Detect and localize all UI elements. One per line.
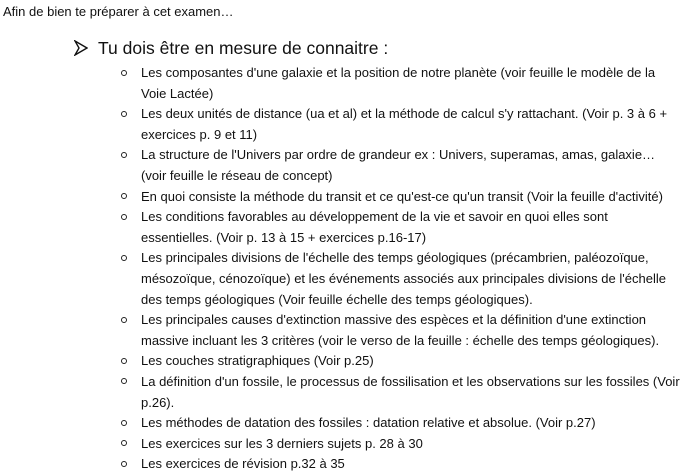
- circle-bullet-icon: [121, 214, 127, 220]
- list-item: [121, 413, 681, 434]
- list-item-text: Les exercices de révision p.32 à 35: [141, 456, 345, 472]
- list-item-text: La définition d'un fossile, le processus de fossilisation et les observations sur les fossiles (Voir p.26).: [141, 373, 680, 410]
- list-item: [121, 145, 681, 186]
- list-item: [121, 248, 681, 310]
- intro-text: Afin de bien te préparer à cet examen…: [3, 4, 234, 19]
- circle-bullet-icon: [121, 111, 127, 117]
- circle-bullet-icon: [121, 193, 127, 199]
- topics-list: [121, 63, 681, 475]
- list-item: [121, 63, 681, 104]
- list-item-text: Les principales causes d'extinction massive des espèces et la définition d'une extinction massive incluant les 3 critères (voir le verso de la feuille : échelle des temps géologiques).: [141, 312, 660, 348]
- list-item-text: Les principales divisions de l'échelle des temps géologiques (précambrien, paléozoïque, mésozoïque, cénozoïque) et les événements associés aux principales divisions de l'échelle des temps géologiques (Voir feuille échelle des temps géologiques).: [141, 250, 666, 307]
- circle-bullet-icon: [121, 420, 127, 426]
- list-item: [121, 207, 681, 248]
- list-item-text: Les conditions favorables au développement de la vie et savoir en quoi elles sont essentielles. (Voir p. 13 à 15 + exercices p.16-17): [141, 209, 608, 245]
- circle-bullet-icon: [121, 378, 127, 384]
- list-item-text: La structure de l'Univers par ordre de grandeur ex : Univers, superamas, amas, galaxie… (voir feuille le réseau de concept): [141, 147, 656, 183]
- circle-bullet-icon: [121, 255, 127, 261]
- circle-bullet-icon: [121, 317, 127, 323]
- circle-bullet-icon: [121, 358, 127, 364]
- list-item: [121, 372, 681, 413]
- circle-bullet-icon: [121, 440, 127, 446]
- heading-row: [74, 37, 388, 59]
- list-item: [121, 104, 681, 145]
- list-item: [121, 351, 681, 372]
- circle-bullet-icon: [121, 70, 127, 76]
- circle-bullet-icon: [121, 152, 127, 158]
- section-heading: Tu dois être en mesure de connaitre :: [98, 38, 389, 58]
- list-item-text: Les couches stratigraphiques (Voir p.25): [141, 353, 374, 369]
- arrow-bullet-icon: [74, 40, 88, 56]
- list-item-text: En quoi consiste la méthode du transit et ce qu'est-ce qu'un transit (Voir la feuille d'activité): [141, 188, 663, 204]
- list-item-text: Les composantes d'une galaxie et la position de notre planète (voir feuille le modèle de la Voie Lactée): [141, 65, 656, 101]
- list-item-text: Les méthodes de datation des fossiles : datation relative et absolue. (Voir p.27): [141, 415, 596, 431]
- list-item-text: Les deux unités de distance (ua et al) et la méthode de calcul s'y rattachant. (Voir p. 3 à 6 + exercices p. 9 et 11): [141, 106, 668, 142]
- list-item: [121, 310, 681, 351]
- list-item-text: Les exercices sur les 3 derniers sujets p. 28 à 30: [141, 435, 423, 451]
- list-item: [121, 187, 681, 208]
- list-item: [121, 434, 681, 455]
- list-item: [121, 454, 681, 475]
